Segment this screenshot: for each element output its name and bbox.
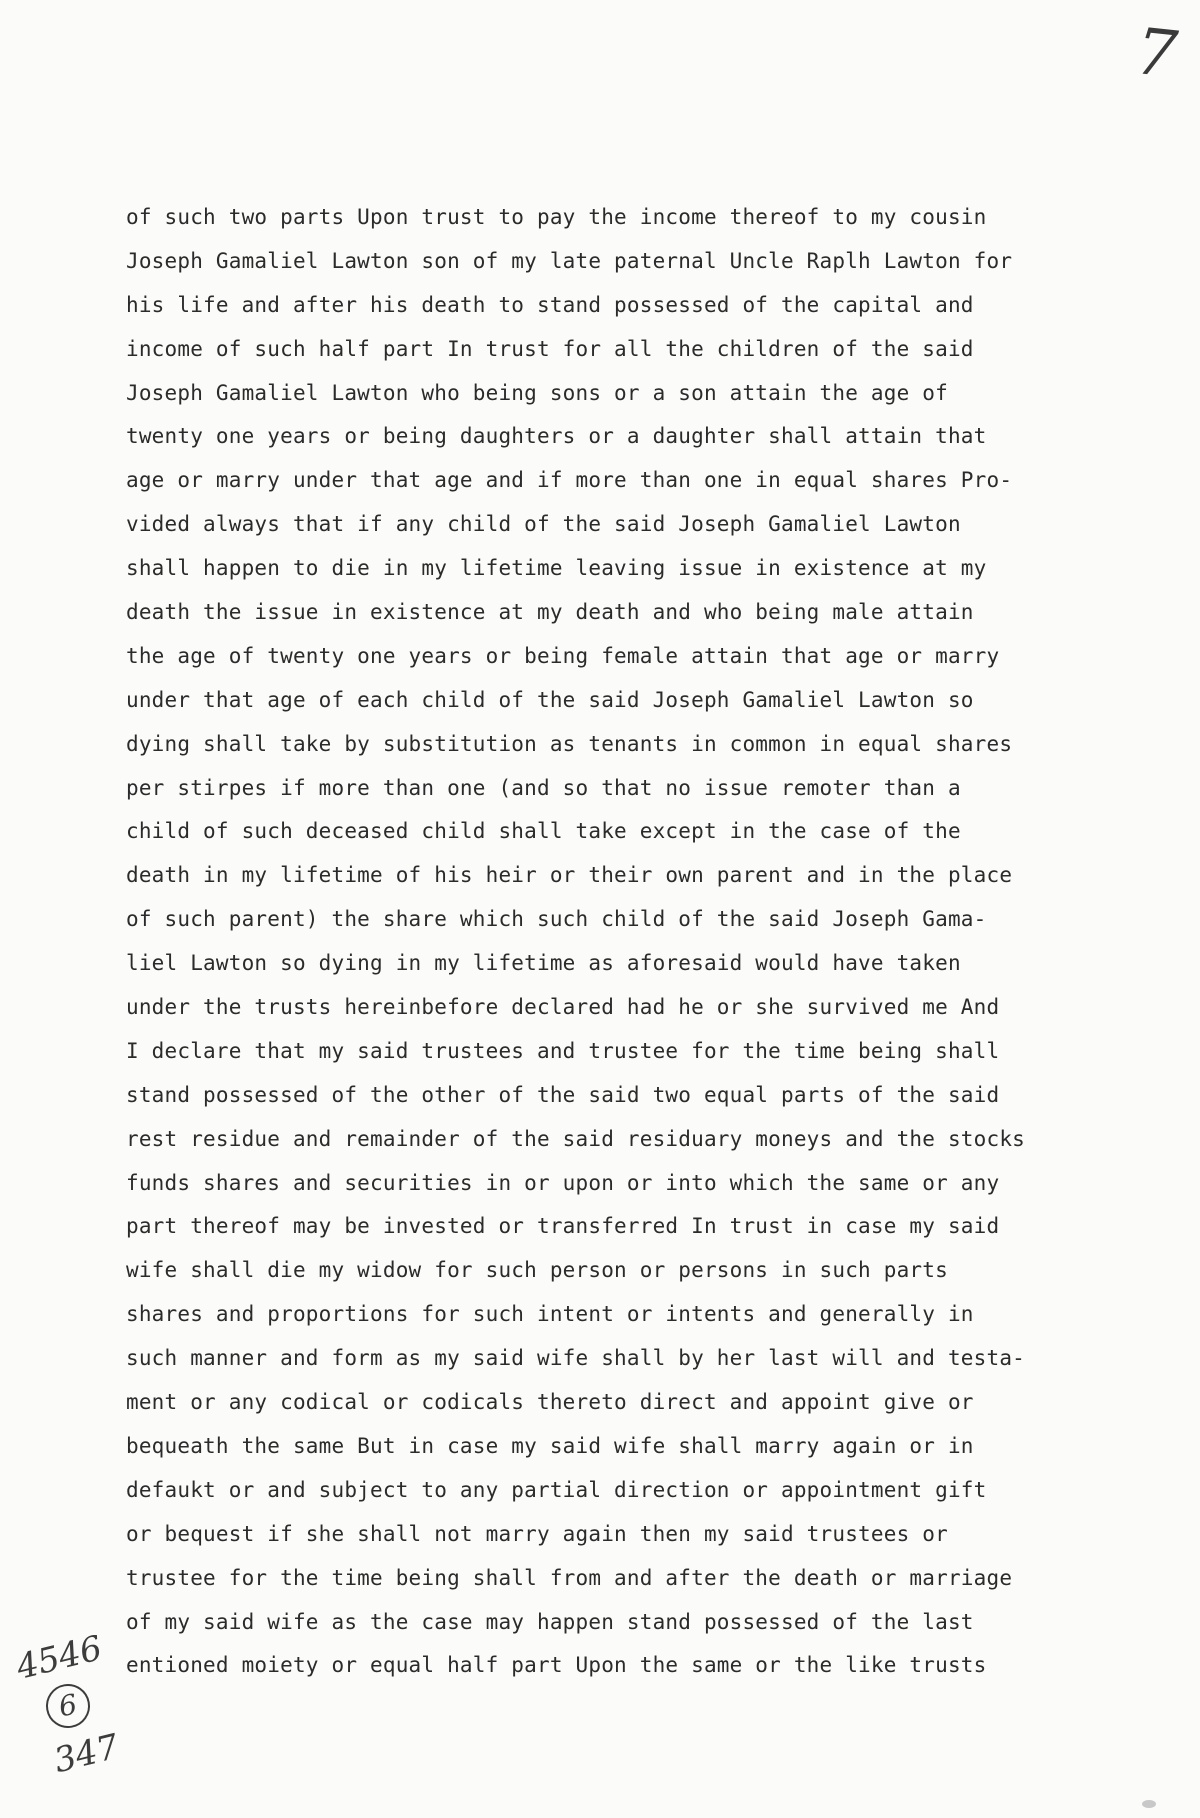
text-line: his life and after his death to stand possessed of the capital and [126,292,974,317]
text-line: age or marry under that age and if more than one in equal shares Pro- [126,468,1013,493]
text-line: I declare that my said trustees and trustee for the time being shall [126,1038,1000,1063]
text-line: dying shall take by substitution as tenants in common in equal shares [126,731,1013,756]
text-line: per stirpes if more than one (and so that no issue remoter than a [126,775,961,800]
text-line: the age of twenty one years or being female attain that age or marry [126,643,1000,668]
text-line: such manner and form as my said wife shall by her last will and testa- [126,1346,1026,1371]
text-line: stand possessed of the other of the said two equal parts of the said [126,1082,1000,1107]
archive-number-bottom: 347 [50,1726,123,1782]
text-line: of such parent) the share which such child of the said Joseph Gama- [126,907,987,932]
text-line: death the issue in existence at my death and who being male attain [126,600,974,625]
text-line: vided always that if any child of the said Joseph Gamaliel Lawton [126,512,961,537]
text-line: or bequest if she shall not marry again then my said trustees or [126,1521,948,1546]
handwritten-page-number: 7 [1132,15,1181,93]
archive-number-circled: 6 [43,1681,94,1732]
paper-blemish [1142,1800,1156,1808]
text-line: wife shall die my widow for such person or persons in such parts [126,1258,948,1283]
text-line: under that age of each child of the said Joseph Gamaliel Lawton so [126,687,974,712]
text-line: child of such deceased child shall take except in the case of the [126,819,961,844]
archive-number-top: 4546 [12,1628,107,1688]
text-line: Joseph Gamaliel Lawton who being sons or a son attain the age of [126,380,948,405]
text-line: defaukt or and subject to any partial direction or appointment gift [126,1477,987,1502]
typed-body-text [126,196,1136,1688]
text-line: trustee for the time being shall from and after the death or marriage [126,1565,1013,1590]
text-line: death in my lifetime of his heir or their own parent and in the place [126,863,1013,888]
handwritten-archive-reference [12,1628,136,1798]
text-line: funds shares and securities in or upon or into which the same or any [126,1170,1000,1195]
text-line: rest residue and remainder of the said residuary moneys and the stocks [126,1126,1026,1151]
text-line: bequeath the same But in case my said wife shall marry again or in [126,1433,974,1458]
text-line: income of such half part In trust for all the children of the said [126,336,974,361]
text-line: Joseph Gamaliel Lawton son of my late paternal Uncle Raplh Lawton for [126,248,1013,273]
text-line: of my said wife as the case may happen stand possessed of the last [126,1609,974,1634]
text-line: shall happen to die in my lifetime leaving issue in existence at my [126,556,987,581]
text-line: ment or any codical or codicals thereto direct and appoint give or [126,1390,974,1415]
text-line: entioned moiety or equal half part Upon the same or the like trusts [126,1653,987,1678]
text-line: liel Lawton so dying in my lifetime as aforesaid would have taken [126,951,961,976]
text-line: under the trusts hereinbefore declared had he or she survived me And [126,995,1000,1020]
text-line: of such two parts Upon trust to pay the income thereof to my cousin [126,205,987,229]
text-line: part thereof may be invested or transferred In trust in case my said [126,1214,1000,1239]
text-line: twenty one years or being daughters or a daughter shall attain that [126,424,987,449]
text-line: shares and proportions for such intent or intents and generally in [126,1302,974,1327]
